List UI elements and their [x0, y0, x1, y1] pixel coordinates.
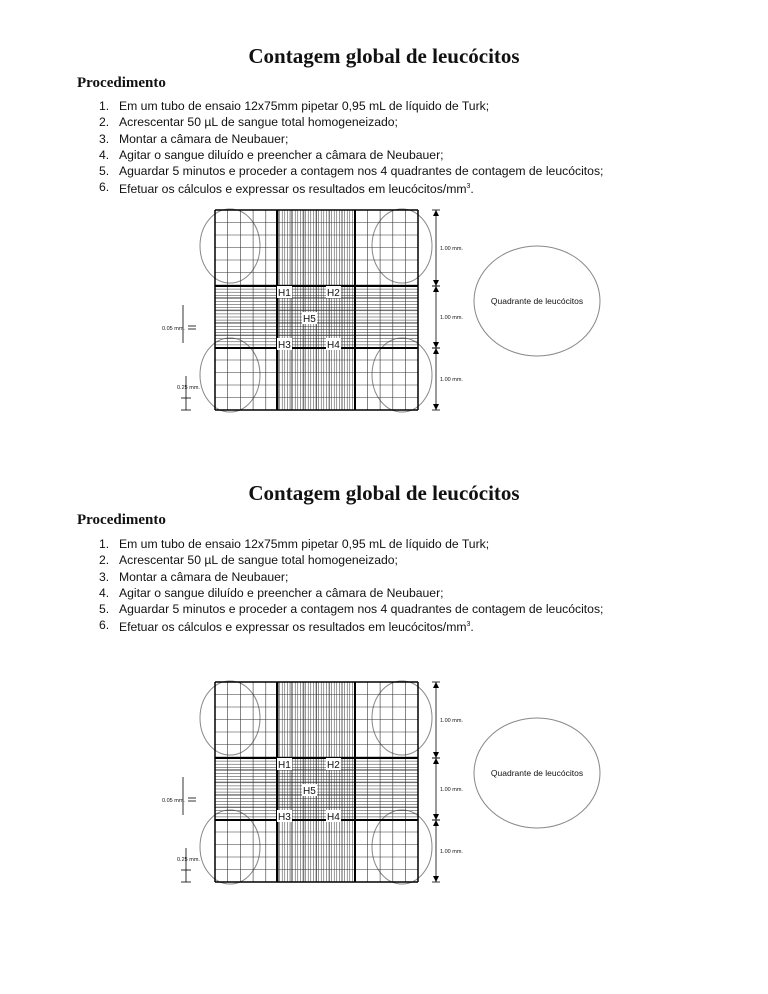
label-h5: H5	[303, 786, 316, 797]
list-item: 4. Agitar o sangue diluído e preencher a câmara de Neubauer;	[99, 147, 444, 162]
label-h1: H1	[278, 760, 291, 771]
list-item: 1. Em um tubo de ensaio 12x75mm pipetar 0,95 mL de líquido de Turk;	[99, 99, 490, 113]
arrow-head	[433, 752, 439, 758]
list-item: 2. Acrescentar 50 µL de sangue total homogeneizado;	[99, 553, 398, 568]
page-title: Contagem global de leucócitos	[248, 44, 520, 68]
dimension-label-d3: 1.00 mm.	[440, 377, 463, 383]
label-h1: H1	[278, 288, 291, 299]
chamber-lobe	[200, 810, 260, 884]
chamber-lobe	[372, 681, 432, 755]
arrow-head	[433, 758, 439, 764]
chamber-lobe	[372, 810, 432, 884]
dimension-label-d1: 1.00 mm.	[440, 718, 463, 724]
dimension-label-d1: 1.00 mm.	[440, 246, 463, 252]
list-item: 5. Aguardar 5 minutos e proceder a contagem nos 4 quadrantes de contagem de leucócitos;	[99, 602, 604, 617]
list-item: 3. Montar a câmara de Neubauer;	[99, 569, 289, 584]
label-h2: H2	[327, 288, 340, 299]
neubauer-chamber-diagram	[150, 670, 620, 905]
dimension-label-small2: 0.25 mm.	[177, 857, 200, 863]
label-h3: H3	[278, 340, 291, 351]
list-item: 2. Acrescentar 50 µL de sangue total homogeneizado;	[99, 115, 398, 130]
dimension-label-d2: 1.00 mm.	[440, 315, 463, 321]
arrow-head	[433, 682, 439, 688]
list-item: 4. Agitar o sangue diluído e preencher a câmara de Neubauer;	[99, 585, 444, 600]
dimension-label-small1: 0.05 mm.	[162, 798, 185, 804]
list-item: 1. Em um tubo de ensaio 12x75mm pipetar 0,95 mL de líquido de Turk;	[99, 537, 490, 551]
label-h4: H4	[327, 812, 340, 823]
label-h3: H3	[278, 812, 291, 823]
label-h5: H5	[303, 314, 316, 325]
page-title: Contagem global de leucócitos	[248, 481, 520, 505]
label-h4: H4	[327, 340, 340, 351]
list-item: 6. Efetuar os cálculos e expressar os resultados em leucócitos/$mm^3$.	[99, 180, 474, 197]
dimension-label-d2: 1.00 mm.	[440, 787, 463, 793]
arrow-head	[433, 814, 439, 820]
dimension-label-d3: 1.00 mm.	[440, 849, 463, 855]
section-heading: Procedimento	[77, 512, 166, 528]
section-heading: Procedimento	[77, 75, 166, 91]
label-h2: H2	[327, 760, 340, 771]
neubauer-figure	[150, 670, 620, 910]
list-item: 3. Montar a câmara de Neubauer;	[99, 131, 289, 146]
legend-label: Quadrante de leucócitos	[490, 296, 584, 306]
dimension-label-small2: 0.25 mm.	[177, 385, 200, 391]
procedure-list	[77, 536, 603, 634]
list-item: 6. Efetuar os cálculos e expressar os resultados em leucócitos/$mm^3$.	[99, 618, 474, 635]
chamber-lobe	[200, 681, 260, 755]
legend-label: Quadrante de leucócitos	[490, 768, 584, 778]
arrow-head	[433, 820, 439, 826]
dimension-label-small1: 0.05 mm.	[162, 326, 185, 332]
list-item: 5. Aguardar 5 minutos e proceder a contagem nos 4 quadrantes de contagem de leucócitos;	[99, 164, 604, 179]
arrow-head	[433, 876, 439, 882]
